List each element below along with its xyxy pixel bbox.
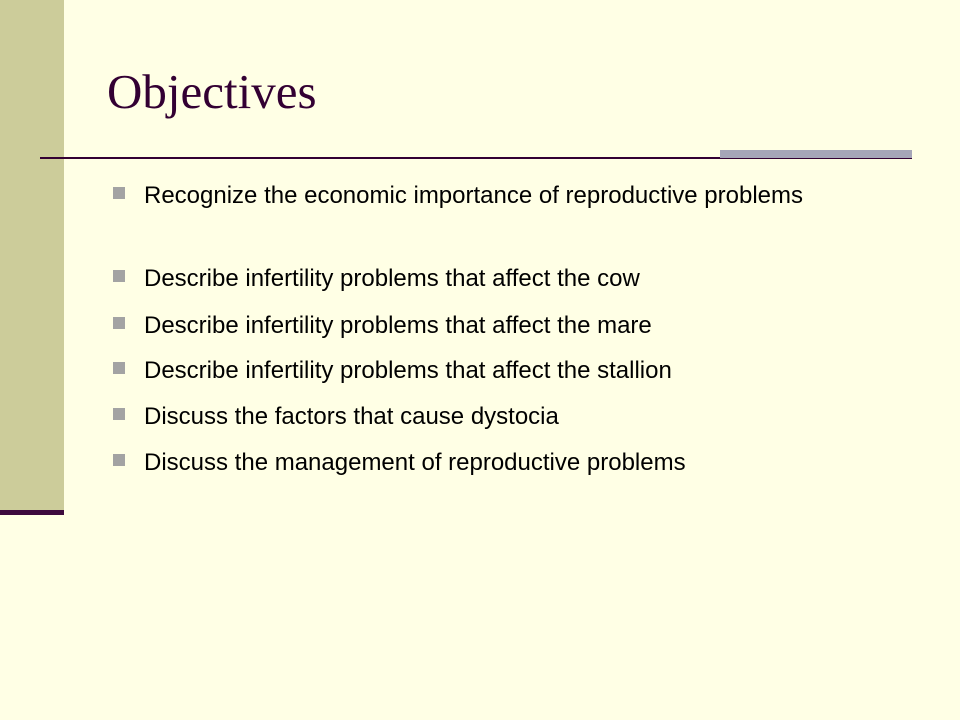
square-bullet-icon: [113, 362, 125, 374]
side-bar-foot-rule: [0, 510, 64, 515]
square-bullet-icon: [113, 317, 125, 329]
square-bullet-icon: [113, 454, 125, 466]
bullet-text: Discuss the factors that cause dystocia: [144, 403, 559, 430]
bullet-text: Describe infertility problems that affect the cow: [144, 265, 640, 292]
title-rule-accent: [720, 150, 912, 158]
bullet-text: Describe infertility problems that affect the stallion: [144, 357, 672, 384]
square-bullet-icon: [113, 187, 125, 199]
bullet-text: Describe infertility problems that affect the mare: [144, 312, 652, 339]
bullet-text: Discuss the management of reproductive problems: [144, 449, 686, 476]
side-bar: [0, 0, 64, 510]
slide-title: Objectives: [107, 64, 317, 119]
square-bullet-icon: [113, 408, 125, 420]
bullet-text: Recognize the economic importance of reproductive problems: [144, 182, 804, 209]
square-bullet-icon: [113, 270, 125, 282]
